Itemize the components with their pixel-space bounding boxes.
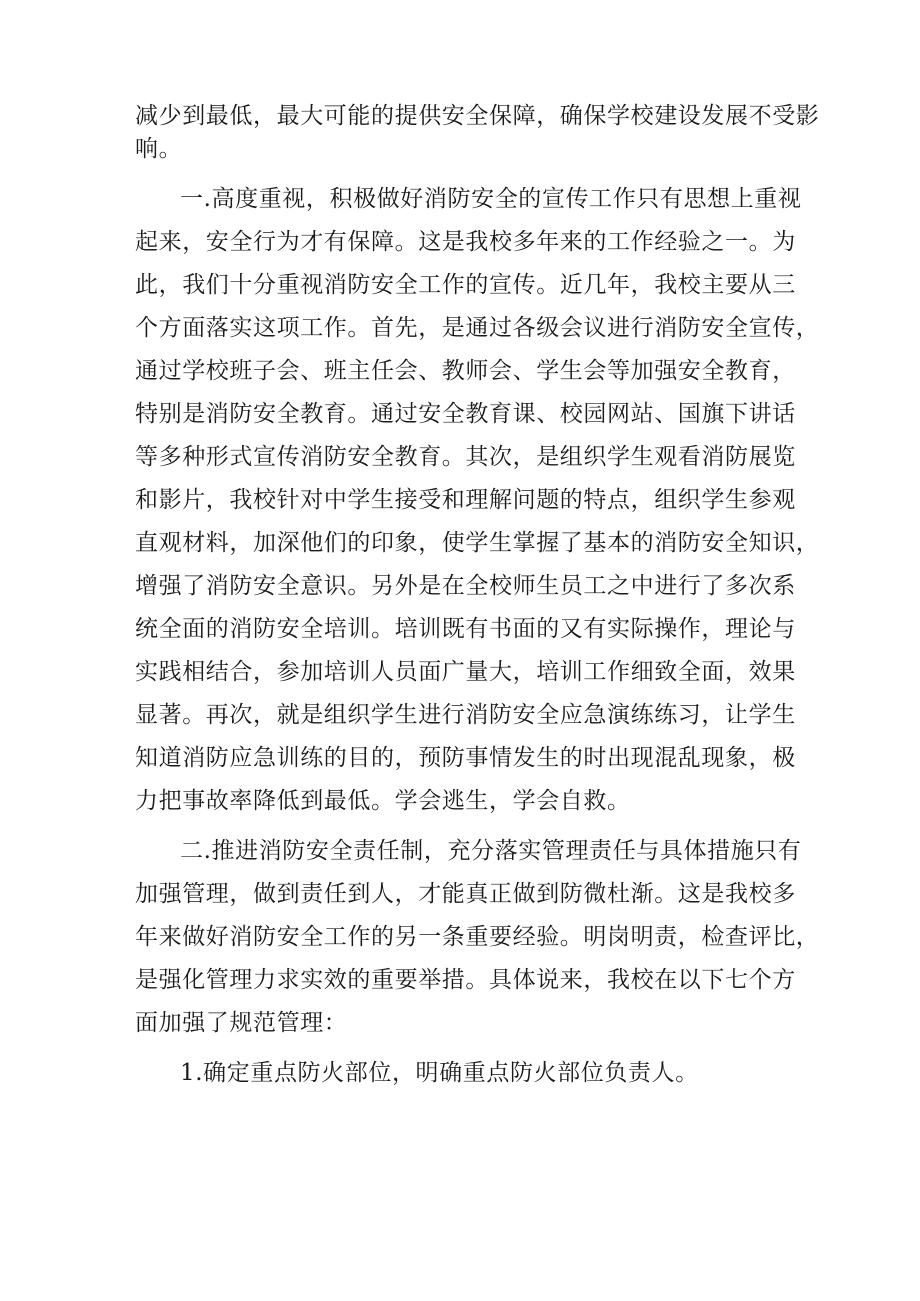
text-line: 加强管理，做到责任到人，才能真正做到防微杜渐。这是我校多 bbox=[135, 881, 796, 907]
text-line: 面加强了规范管理： bbox=[135, 1010, 348, 1036]
text-line: 此，我们十分重视消防安全工作的宣传。近几年，我校主要从三 bbox=[135, 272, 796, 298]
text-line: 统全面的消防安全培训。培训既有书面的又有实际操作，理论与 bbox=[135, 616, 796, 642]
text-line: 知道消防应急训练的目的，预防事情发生的时出现混乱现象，极 bbox=[135, 745, 796, 771]
text-line: 直观材料，加深他们的印象，使学生掌握了基本的消防安全知识， bbox=[135, 530, 820, 556]
text-line: 力把事故率降低到最低。学会逃生，学会自救。 bbox=[135, 788, 631, 814]
list-item-1: 1.确定重点防火部位，明确重点防火部位负责人。 bbox=[180, 1060, 699, 1086]
text-line: 年来做好消防安全工作的另一条重要经验。明岗明责，检查评比， bbox=[135, 924, 820, 950]
text-line: 通过学校班子会、班主任会、教师会、学生会等加强安全教育， bbox=[135, 358, 796, 384]
text-line: 减少到最低，最大可能的提供安全保障，确保学校建设发展不受影 bbox=[135, 103, 820, 129]
text-line: 和影片，我校针对中学生接受和理解问题的特点，组织学生参观 bbox=[135, 487, 796, 513]
text-line: 等多种形式宣传消防安全教育。其次，是组织学生观看消防展览 bbox=[135, 444, 796, 470]
text-line: 响。 bbox=[135, 136, 183, 162]
text-line: 个方面落实这项工作。首先，是通过各级会议进行消防安全宣传， bbox=[135, 315, 820, 341]
text-line: 特别是消防安全教育。通过安全教育课、校园网站、国旗下讲话 bbox=[135, 401, 796, 427]
text-line: 实践相结合，参加培训人员面广量大，培训工作细致全面，效果 bbox=[135, 659, 796, 685]
section-heading-1: 一.高度重视，积极做好消防安全的宣传工作只有思想上重视 bbox=[180, 186, 802, 212]
text-line: 是强化管理力求实效的重要举措。具体说来，我校在以下七个方 bbox=[135, 967, 796, 993]
text-line: 增强了消防安全意识。另外是在全校师生员工之中进行了多次系 bbox=[135, 573, 796, 599]
text-line: 起来，安全行为才有保障。这是我校多年来的工作经验之一。为 bbox=[135, 229, 796, 255]
section-heading-2: 二.推进消防安全责任制，充分落实管理责任与具体措施只有 bbox=[180, 838, 802, 864]
text-line: 显著。再次，就是组织学生进行消防安全应急演练练习，让学生 bbox=[135, 702, 796, 728]
